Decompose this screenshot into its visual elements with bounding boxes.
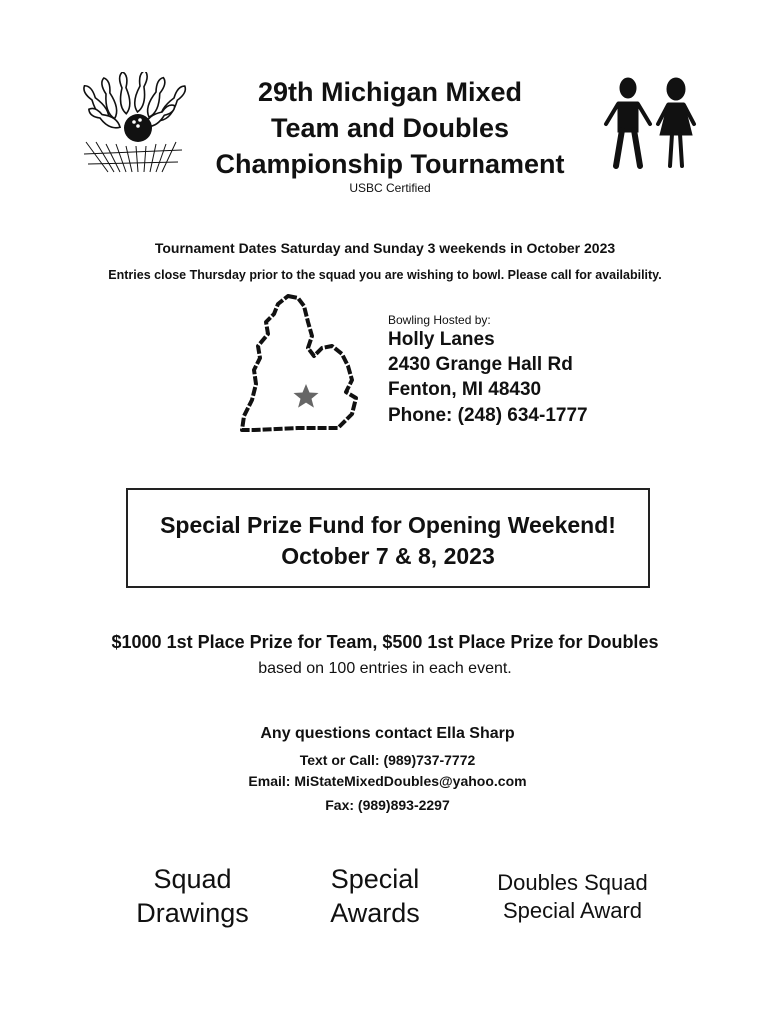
special-prize-box <box>126 488 650 588</box>
title-line-1: 29th Michigan Mixed <box>257 77 523 107</box>
feature-doubles-line-1: Doubles Squad <box>497 870 648 895</box>
hosted-by-label: Bowling Hosted by: <box>388 313 491 327</box>
entries-close-note: Entries close Thursday prior to the squad you are wishing to bowl. Please call for availability. <box>108 268 662 282</box>
tournament-title <box>185 74 595 182</box>
contact-phone: Text or Call: (989)737-7772 <box>299 752 476 768</box>
venue-street: 2430 Grange Hall Rd <box>388 354 573 375</box>
venue-phone: Phone: (248) 634-1777 <box>388 405 588 426</box>
special-prize-title: Special Prize Fund for Opening Weekend! <box>160 512 616 538</box>
contact-email: Email: MiStateMixedDoubles@yahoo.com <box>248 773 527 789</box>
usbc-certified-label: USBC Certified <box>349 181 431 195</box>
prize-basis-note: based on 100 entries in each event. <box>258 660 512 677</box>
feature-squad-line-2: Drawings <box>136 898 249 928</box>
title-line-2: Team and Doubles <box>270 113 510 143</box>
prize-amounts: $1000 1st Place Prize for Team, $500 1st Place Prize for Doubles <box>111 632 659 652</box>
feature-doubles-award <box>475 869 670 925</box>
michigan-map-icon <box>238 292 364 432</box>
man-woman-icon <box>600 76 700 170</box>
title-line-3: Championship Tournament <box>215 149 565 179</box>
feature-awards-line-1: Special <box>330 864 420 894</box>
contact-heading: Any questions contact Ella Sharp <box>260 725 515 742</box>
contact-fax: Fax: (989)893-2297 <box>325 797 450 813</box>
venue-name: Holly Lanes <box>388 329 495 350</box>
feature-squad-drawings <box>110 862 275 930</box>
feature-awards-line-2: Awards <box>330 898 420 928</box>
feature-doubles-line-2: Special Award <box>502 898 642 923</box>
venue-city: Fenton, MI 48430 <box>388 379 542 400</box>
bowling-pins-icon <box>78 72 194 174</box>
feature-squad-line-1: Squad <box>153 864 232 894</box>
tournament-dates: Tournament Dates Saturday and Sunday 3 weekends in October 2023 <box>154 240 616 256</box>
special-prize-dates: October 7 & 8, 2023 <box>281 543 495 569</box>
feature-special-awards <box>295 862 455 930</box>
